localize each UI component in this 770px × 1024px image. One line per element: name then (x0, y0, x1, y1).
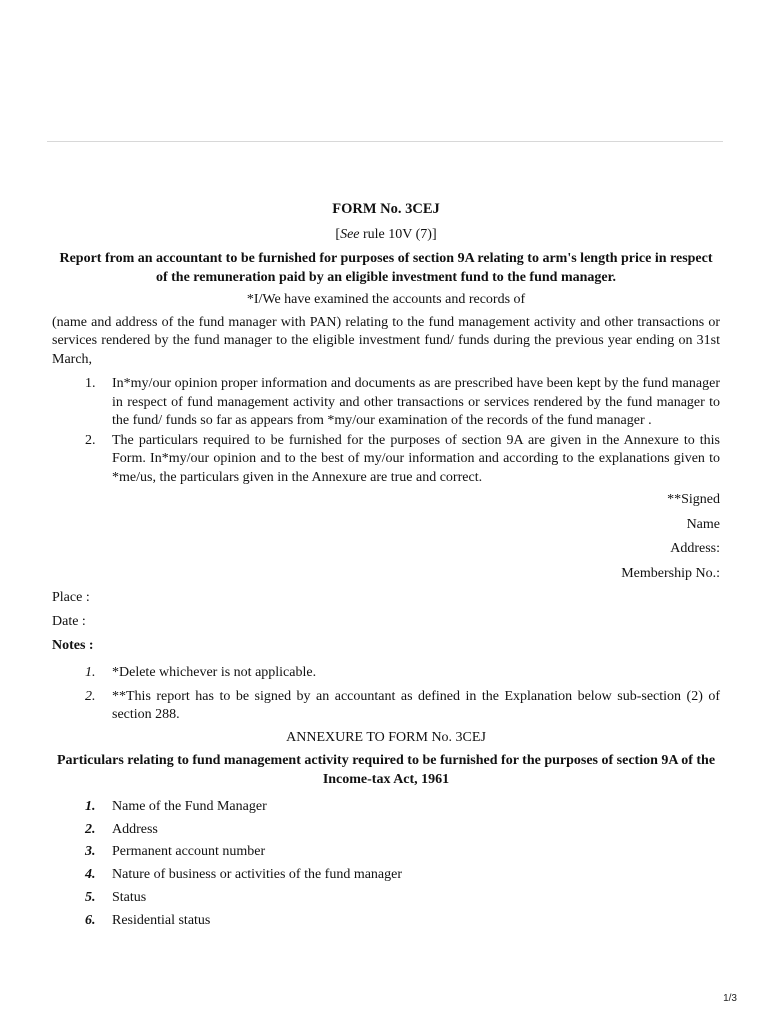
signature-block (52, 488, 720, 586)
list-text: The particulars required to be furnished for the purposes of section 9A are given in the Annexure to this Form. In*my/our opinion and to the best of my/our information and according to the explanations given to *me/us, the particulars given in the Annexure are true and correct. (112, 432, 720, 485)
document-page (52, 200, 720, 932)
notes-title: Notes : (52, 638, 94, 653)
list-text: Permanent account number (112, 844, 266, 860)
list-item (52, 819, 720, 842)
list-text: *Delete whichever is not applicable. (112, 665, 317, 680)
place-label: Place : (52, 590, 90, 605)
membership-label: Membership No.: (621, 565, 720, 581)
list-number: 2. (85, 432, 96, 448)
list-item (52, 688, 720, 725)
list-number: 3. (85, 844, 96, 860)
intro-paragraph: (name and address of the fund manager with PAN) relating to the fund management activity and other transactions or services rendered by the fund manager to the eligible investment fund/ funds during the previous year ending on 31st March, (52, 314, 720, 367)
rule-bracket: [ (335, 226, 341, 242)
annexure-subtitle: Particulars relating to fund management activity required to be furnished for the purposes of section 9A of the Income-tax Act, 1961 (56, 753, 716, 787)
list-item (52, 664, 720, 683)
form-title: FORM No. 3CEJ (332, 201, 440, 217)
list-number: 2. (85, 821, 96, 837)
intro-line: *I/We have examined the accounts and records of (246, 292, 526, 307)
annexure-items (52, 796, 720, 932)
list-number: 1. (85, 799, 96, 814)
list-number: 1. (85, 376, 96, 391)
annexure-title: ANNEXURE TO FORM No. 3CEJ (286, 729, 486, 745)
list-number: 2. (85, 688, 96, 704)
list-number: 1. (85, 665, 96, 680)
rule-reference (52, 226, 720, 245)
rule-text: rule 10V (7)] (359, 226, 437, 242)
list-item (52, 796, 720, 819)
list-text: Status (112, 889, 147, 905)
list-text: Nature of business or activities of the fund manager (112, 867, 403, 883)
address-label: Address: (670, 541, 720, 556)
list-item (52, 887, 720, 910)
rule-see: See (340, 226, 360, 242)
list-text: **This report has to be signed by an accountant as defined in the Explanation below sub-section (2) of section 288. (112, 688, 720, 722)
list-item (52, 910, 720, 933)
list-item (52, 841, 720, 864)
signed-label: **Signed (667, 492, 720, 507)
notes-list (52, 664, 720, 725)
list-text: In*my/our opinion proper information and documents as are prescribed have been kept by the fund manager in respect of fund management activity and other transactions or services rendered by the fund manager to the fund/ funds so far as appears from *my/our examination of the records of the fund manager . (112, 376, 720, 428)
list-text: Residential status (112, 912, 211, 928)
list-item (52, 432, 720, 488)
list-item (52, 375, 720, 431)
list-number: 4. (85, 867, 96, 883)
name-label: Name (686, 516, 720, 532)
list-item (52, 864, 720, 887)
list-number: 5. (85, 889, 96, 905)
report-heading: Report from an accountant to be furnished for purposes of section 9A relating to arm's length price in respect of the remuneration paid by an eligible investment fund to the fund manager. (59, 251, 713, 285)
list-text: Address (112, 821, 158, 837)
header-divider (47, 141, 723, 142)
list-number: 6. (85, 912, 96, 928)
list-text: Name of the Fund Manager (112, 799, 267, 814)
date-label: Date : (52, 614, 86, 629)
page-number: 1/3 (723, 993, 737, 1004)
opinion-list (52, 375, 720, 487)
